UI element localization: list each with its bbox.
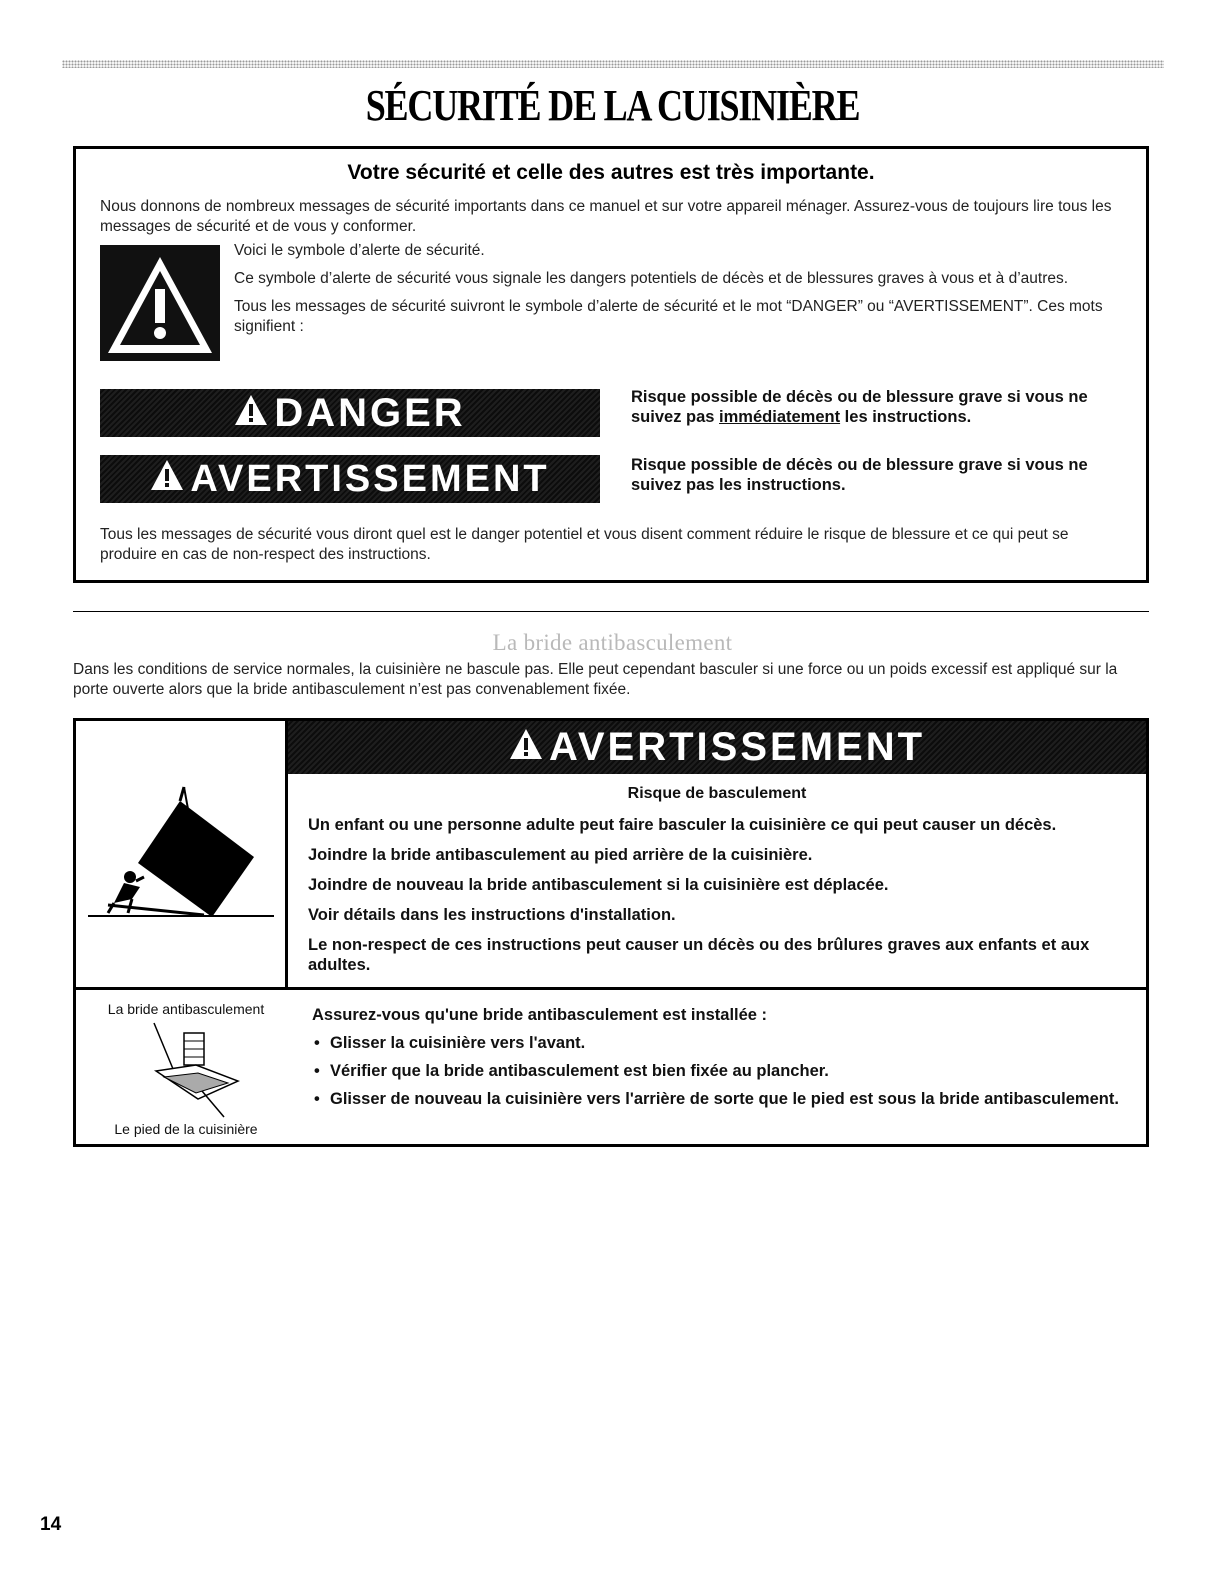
page-title: SÉCURITÉ DE LA CUISINIÈRE	[365, 81, 860, 130]
hazard-warning-line: Joindre de nouveau la bride antibasculement si la cuisinière est déplacée.	[308, 876, 889, 894]
installation-steps	[312, 1033, 1132, 1109]
symbol-line: Ce symbole d’alerte de sécurité vous signale les dangers potentiels de décès et de blessures graves à vous et à d’autres.	[234, 270, 1069, 287]
alert-triangle-icon	[150, 458, 184, 501]
warning-label: AVERTISSEMENT	[190, 457, 550, 500]
installation-check	[312, 1005, 1132, 1117]
warning-banner	[100, 455, 600, 503]
top-dotted-rule	[62, 60, 1164, 68]
bracket-foot-illustration	[126, 1021, 256, 1121]
danger-description	[631, 387, 1131, 427]
installation-check-title: Assurez-vous qu'une bride antibasculement est installée :	[312, 1006, 768, 1024]
tipping-range-illustration	[84, 781, 280, 981]
symbol-line: Tous les messages de sécurité suivront le symbole d’alerte de sécurité et le mot “DANGER” ou “AVERTISSEMENT”. Ces mots signifient :	[234, 298, 1103, 335]
anti-tip-warning-label: AVERTISSEMENT	[548, 725, 926, 769]
hazard-warning-line: Voir détails dans les instructions d'installation.	[308, 906, 676, 924]
installation-step: • Glisser la cuisinière vers l'avant.	[312, 1033, 1132, 1053]
hazard-warning-line: Joindre la bride antibasculement au pied arrière de la cuisinière.	[308, 846, 813, 864]
danger-desc-text: Risque possible de décès ou de blessure grave si vous ne suivez pas	[631, 388, 1088, 426]
alert-triangle-icon	[234, 391, 268, 436]
horizontal-divider	[76, 987, 1146, 990]
safety-box	[73, 146, 1149, 583]
danger-desc-text-end: les instructions.	[840, 408, 972, 426]
hazard-warning-line: Un enfant ou une personne adulte peut faire basculer la cuisinière ce qui peut causer un décès.	[308, 816, 1057, 834]
installation-step: • Vérifier que la bride antibasculement est bien fixée au plancher.	[312, 1061, 1132, 1081]
alert-triangle-icon	[509, 725, 543, 770]
section-title: La bride antibasculement	[492, 630, 733, 655]
foot-label: Le pied de la cuisinière	[114, 1121, 258, 1137]
section-text: Dans les conditions de service normales, la cuisinière ne bascule pas. Elle peut cependant basculer si une force ou un poids excessif est appliqué sur la porte ouverte alors que la bride antibasculement n’est pas convenablement fixée.	[73, 661, 1118, 698]
symbol-explanation	[234, 241, 1114, 345]
anti-tip-warning-banner	[288, 721, 1146, 774]
danger-desc-underlined: immédiatement	[719, 408, 841, 426]
hazard-warnings	[308, 815, 1138, 985]
safety-intro: Nous donnons de nombreux messages de sécurité importants dans ce manuel et sur votre appareil ménager. Assurez-vous de toujours lire tous les messages de sécurité et de vous y conformer.	[100, 198, 1112, 235]
safety-alert-icon	[100, 245, 220, 361]
hazard-title: Risque de basculement	[627, 785, 807, 802]
symbol-line: Voici le symbole d’alerte de sécurité.	[234, 242, 485, 259]
hazard-warning-line: Le non-respect de ces instructions peut causer un décès ou des brûlures graves aux enfants et aux adultes.	[308, 936, 1090, 974]
bracket-label: La bride antibasculement	[107, 1001, 265, 1017]
installation-step: • Glisser de nouveau la cuisinière vers l'arrière de sorte que le pied est sous la bride antibasculement.	[312, 1089, 1132, 1109]
safety-heading: Votre sécurité et celle des autres est très importante.	[347, 161, 875, 184]
safety-footer: Tous les messages de sécurité vous diront quel est le danger potentiel et vous disent comment réduire le risque de blessure et ce qui peut se produire en cas de non-respect des instructions.	[100, 526, 1069, 563]
danger-label: DANGER	[274, 390, 466, 435]
page-number: 14	[40, 1514, 62, 1535]
section-divider	[73, 611, 1149, 612]
anti-tip-warning-box	[73, 718, 1149, 1147]
danger-banner	[100, 389, 600, 437]
warning-description: Risque possible de décès ou de blessure grave si vous ne suivez pas les instructions.	[631, 456, 1088, 494]
